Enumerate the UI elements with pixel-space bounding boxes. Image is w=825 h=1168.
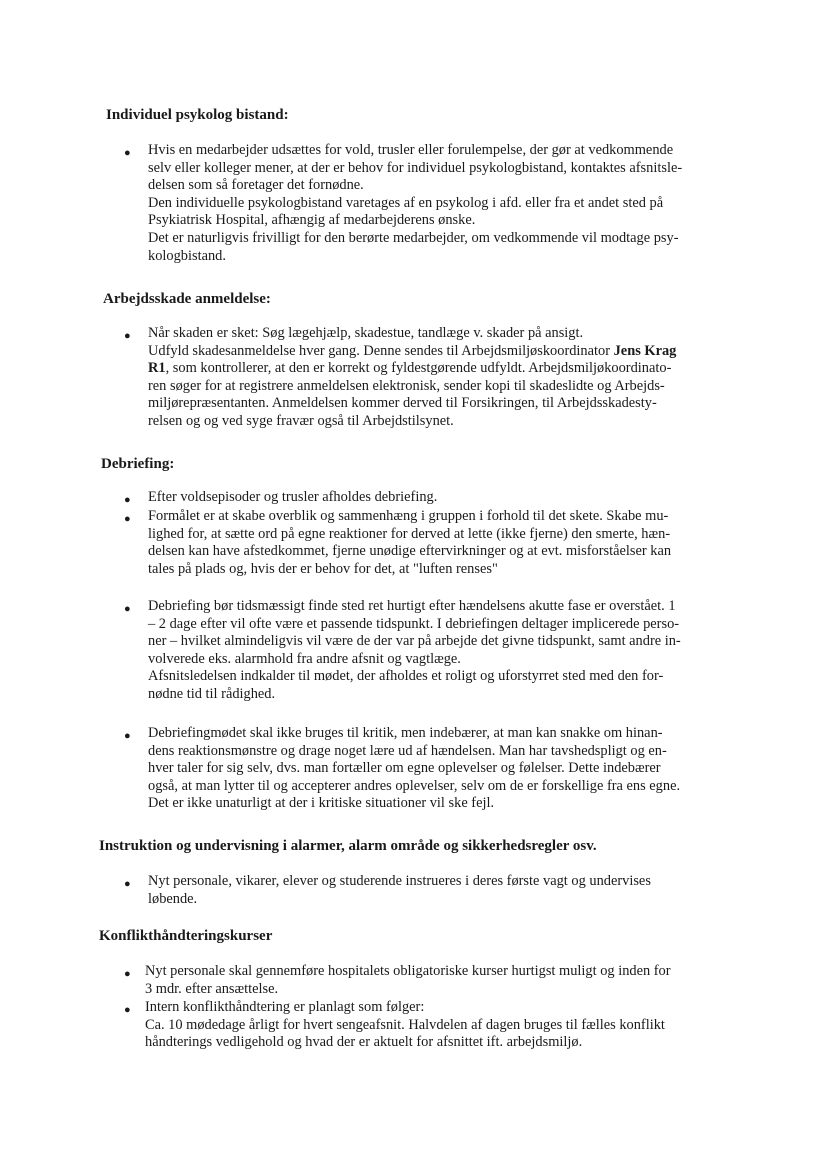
text-line: Intern konflikthåndtering er planlagt som følger:: [145, 999, 425, 1015]
text-line: nødne tid til rådighed.: [148, 685, 276, 702]
list-item: [148, 508, 671, 578]
text-line: delsen som så foretager det fornødne.: [148, 177, 364, 194]
text-line: delsen kan have afstedkommet, fjerne unødige eftervirkninger og at evt. misforståelser kan: [148, 543, 672, 560]
bullet-icon: ●: [124, 730, 131, 742]
list-item: [148, 489, 437, 507]
list-item: [148, 598, 681, 704]
list-item: [148, 725, 680, 813]
bullet-icon: ●: [124, 1004, 131, 1016]
section-title-instruktion: Instruktion og undervisning i alarmer, alarm område og sikkerhedsregler osv.: [99, 838, 597, 854]
text-line: Afsnitsledelsen indkalder til mødet, der afholdes et roligt og uforstyrret sted med den for-: [148, 668, 664, 685]
text-line: Det er naturligvis frivilligt for den berørte medarbejder, om vedkommende vil modtage psy-: [148, 229, 679, 246]
text-line: volverede eks. alarmhold fra andre afsnit og vagtlæge.: [148, 650, 461, 667]
section-title-arbejdsskade: Arbejdsskade anmeldelse:: [103, 291, 271, 307]
bullet-icon: ●: [124, 968, 131, 980]
bullet-icon: ●: [124, 878, 131, 890]
text-line: Ca. 10 mødedage årligt for hvert sengeafsnit. Halvdelen af dagen bruges til fælles konflikt: [145, 1016, 665, 1033]
bullet-icon: ●: [124, 513, 131, 525]
text-line: Debriefing bør tidsmæssigt finde sted ret hurtigt efter hændelsens akutte fase er overstået. 1: [148, 598, 676, 614]
list-item: [145, 999, 665, 1052]
section-title-psykolog: Individuel psykolog bistand:: [106, 107, 289, 123]
text-line: Hvis en medarbejder udsættes for vold, trusler eller forulempelse, der gør at vedkommende: [148, 142, 674, 158]
text-line: ner – hvilket almindeligvis vil være de der var på arbejde det givne tidspunkt, samt andre in-: [148, 633, 681, 650]
text-line: [148, 360, 676, 378]
text-line: Den individuelle psykologbistand varetages af en psykolog i afd. eller fra et andet sted på: [148, 194, 664, 211]
text-line: 3 mdr. efter ansættelse.: [145, 980, 279, 997]
list-item: [145, 963, 671, 998]
text-line: [148, 343, 676, 361]
section-title-debriefing: Debriefing:: [101, 456, 175, 472]
list-item: [148, 873, 651, 908]
list-item: [148, 142, 682, 265]
text-line: lighed for, at sætte ord på egne reaktioner for derved at lette (ikke fjerne) den smerte, hæn-: [148, 525, 671, 542]
text-line: også, at man lytter til og accepterer andres oplevelser, selv om de er forskellige fra ens egne.: [148, 777, 681, 794]
bullet-icon: ●: [124, 603, 131, 615]
text-line: kologbistand.: [148, 247, 226, 264]
section-title-konflikt: Konflikthåndteringskurser: [99, 928, 273, 944]
bullet-icon: ●: [124, 330, 131, 342]
text-line: Psykiatrisk Hospital, afhængig af medarbejderens ønske.: [148, 212, 476, 229]
text-line: dens reaktionsmønstre og drage noget lære ud af hændelsen. Man har tavshedspligt og en-: [148, 742, 667, 759]
text-segment: , som kontrollerer, at den er korrekt og fyldestgørende udfyldt. Arbejdsmiljøkoordinato-: [165, 360, 672, 377]
text-line: Når skaden er sket: Søg lægehjælp, skadestue, tandlæge v. skader på ansigt.: [148, 325, 584, 341]
text-line: Det er ikke unaturligt at der i kritiske situationer vil ske fejl.: [148, 795, 495, 812]
text-segment: Udfyld skadesanmeldelse hver gang. Denne sendes til Arbejdsmiljøskoordinator: [148, 342, 610, 359]
text-line: tales på plads og, hvis der er behov for det, at "luften renses": [148, 560, 498, 577]
text-line: løbende.: [148, 890, 198, 907]
coordinator-name: Jens Krag: [613, 342, 677, 359]
coordinator-unit: R1: [148, 360, 166, 377]
text-line: selv eller kolleger mener, at der er behov for individuel psykologbistand, kontaktes afsnitsle-: [148, 159, 683, 176]
text-line: miljørepræsentanten. Anmeldelsen kommer derved til Forsikringen, til Arbejdsskadesty-: [148, 395, 657, 412]
text-line: Efter voldsepisoder og trusler afholdes debriefing.: [148, 489, 438, 505]
text-line: ren søger for at registrere anmeldelsen elektronisk, sender kopi til skadeslidte og Arbejds-: [148, 377, 665, 394]
text-line: Nyt personale skal gennemføre hospitalets obligatoriske kurser hurtigst muligt og inden for: [145, 963, 671, 979]
text-line: hver taler for sig selv, dvs. man fortæller om egne oplevelser og følelser. Dette indebærer: [148, 760, 661, 777]
bullet-icon: ●: [124, 147, 131, 159]
text-line: relsen og og ved syge fravær også til Arbejdstilsynet.: [148, 412, 454, 429]
bullet-icon: ●: [124, 494, 131, 506]
list-item: [148, 325, 676, 431]
text-line: – 2 dage efter vil ofte være et passende tidspunkt. I debriefingen deltager implicerede perso-: [148, 615, 680, 632]
text-line: håndterings vedligehold og hvad der er aktuelt for afsnittet ift. arbejdsmiljø.: [145, 1034, 583, 1051]
text-line: Formålet er at skabe overblik og sammenhæng i gruppen i forhold til det skete. Skabe mu-: [148, 508, 669, 524]
text-line: Nyt personale, vikarer, elever og studerende instrueres i deres første vagt og undervises: [148, 873, 651, 889]
text-line: Debriefingmødet skal ikke bruges til kritik, men indebærer, at man kan snakke om hinan-: [148, 725, 663, 741]
